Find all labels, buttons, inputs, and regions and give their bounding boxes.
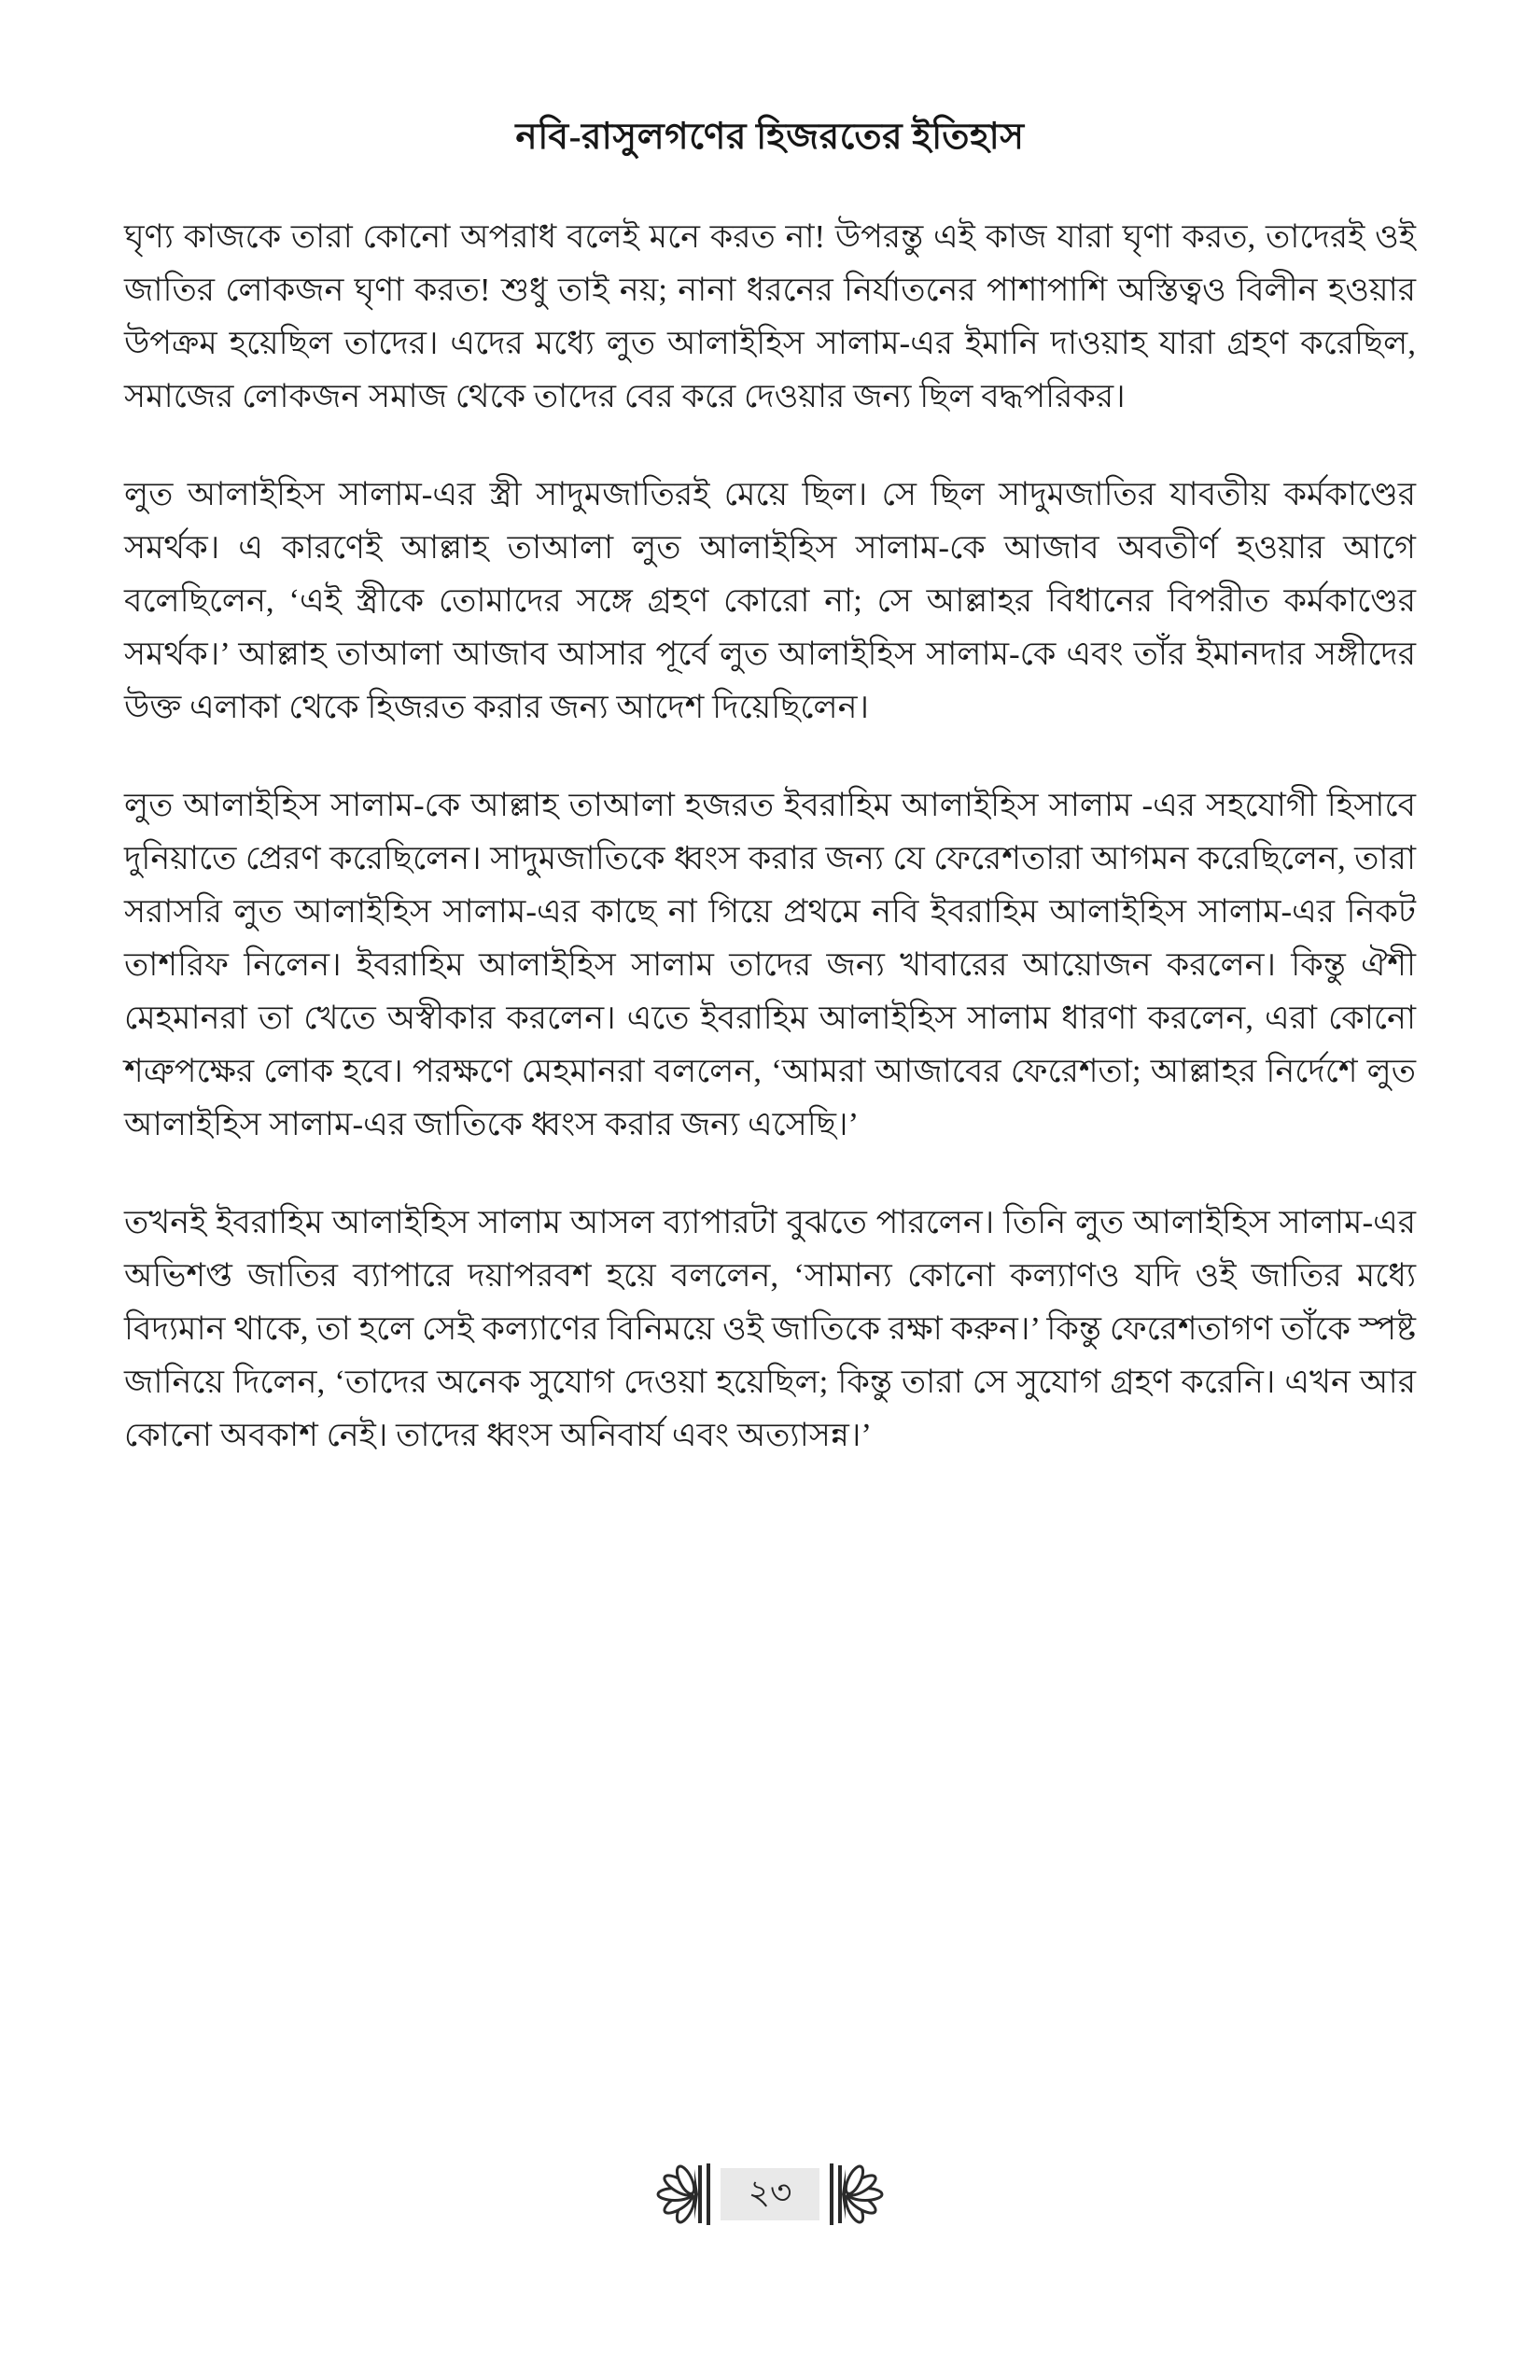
paragraph-2: লুত আলাইহিস সালাম-এর স্ত্রী সাদুমজাতিরই মেয়ে ছিল। সে ছিল সাদুমজাতির যাবতীয় কর্মকাণ্ডের সমর্থক। এ কারণেই আল্লাহ তাআলা লুত আলাইহিস সালাম-কে আজাব অবতীর্ণ হওয়ার আগে বলেছিলেন, ‘এই স্ত্রীকে তোমাদের সঙ্গে গ্রহণ কোরো না; সে আল্লাহর বিধানের বিপরীত কর্মকাণ্ডের সমর্থক।’ আল্লাহ তাআলা আজাব আসার পূর্বে লুত আলাইহিস সালাম-কে এবং তাঁর ইমানদার সঙ্গীদের উক্ত এলাকা থেকে হিজরত করার জন্য আদেশ দিয়েছিলেন। <box>124 476 1416 725</box>
page-footer <box>0 2163 1540 2225</box>
flower-ornament-right-icon <box>829 2163 889 2225</box>
footer-ornament-group <box>651 2163 889 2225</box>
page-number: ২৩ <box>721 2168 820 2220</box>
paragraph-3: লুত আলাইহিস সালাম-কে আল্লাহ তাআলা হজরত ইবরাহিম আলাইহিস সালাম -এর সহযোগী হিসাবে দুনিয়াতে প্রেরণ করেছিলেন। সাদুমজাতিকে ধ্বংস করার জন্য যে ফেরেশতারা আগমন করেছিলেন, তারা সরাসরি লুত আলাইহিস সালাম-এর কাছে না গিয়ে প্রথমে নবি ইবরাহিম আলাইহিস সালাম-এর নিকট তাশরিফ নিলেন। ইবরাহিম আলাইহিস সালাম তাদের জন্য খাবারের আয়োজন করলেন। কিন্তু ঐশী মেহমানরা তা খেতে অস্বীকার করলেন। এতে ইবরাহিম আলাইহিস সালাম ধারণা করলেন, এরা কোনো শত্রুপক্ষের লোক হবে। পরক্ষণে মেহমানরা বললেন, ‘আমরা আজাবের ফেরেশতা; আল্লাহর নির্দেশে লুত আলাইহিস সালাম-এর জাতিকে ধ্বংস করার জন্য এসেছি।’ <box>124 787 1416 1142</box>
body-text <box>124 210 1416 1462</box>
page-title: নবি-রাসুলগণের হিজরতের ইতিহাস <box>515 117 1025 157</box>
paragraph-4: তখনই ইবরাহিম আলাইহিস সালাম আসল ব্যাপারটা বুঝতে পারলেন। তিনি লুত আলাইহিস সালাম-এর অভিশপ্ত জাতির ব্যাপারে দয়াপরবশ হয়ে বললেন, ‘সামান্য কোনো কল্যাণও যদি ওই জাতির মধ্যে বিদ্যমান থাকে, তা হলে সেই কল্যাণের বিনিময়ে ওই জাতিকে রক্ষা করুন।’ কিন্তু ফেরেশতাগণ তাঁকে স্পষ্ট জানিয়ে দিলেন, ‘তাদের অনেক সুযোগ দেওয়া হয়েছিল; কিন্তু তারা সে সুযোগ গ্রহণ করেনি। এখন আর কোনো অবকাশ নেই। তাদের ধ্বংস অনিবার্য এবং অত্যাসন্ন।’ <box>124 1204 1416 1453</box>
flower-ornament-left-icon <box>651 2163 711 2225</box>
paragraph-1: ঘৃণ্য কাজকে তারা কোনো অপরাধ বলেই মনে করত না! উপরন্তু এই কাজ যারা ঘৃণা করত, তাদেরই ওই জাতির লোকজন ঘৃণা করত! শুধু তাই নয়; নানা ধরনের নির্যাতনের পাশাপাশি অস্তিত্বও বিলীন হওয়ার উপক্রম হয়েছিল তাদের। এদের মধ্যে লুত আলাইহিস সালাম-এর ইমানি দাওয়াহ যারা গ্রহণ করেছিল, সমাজের লোকজন সমাজ থেকে তাদের বের করে দেওয়ার জন্য ছিল বদ্ধপরিকর। <box>124 218 1416 414</box>
